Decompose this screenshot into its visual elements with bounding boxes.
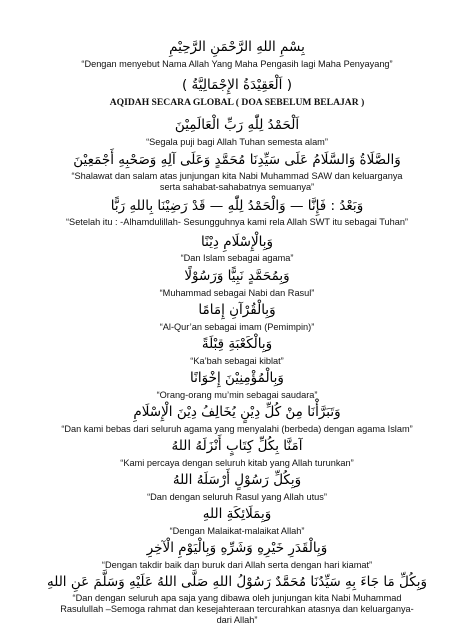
verse-translation: “Dan kami bebas dari seluruh agama yang menyalahi (berbeda) dengan agama Islam” [61,424,413,434]
verse-arabic: وَبِالْقُرْآنِ إِمَامًا [198,302,276,318]
verse-arabic: وَبِالْقَدَرِ خَيْرِهِ وَشَرِّهِ وَبِالْيَوْمِ الْآخِرِ [146,540,328,556]
verse-translation: “Dengan Malaikat-malaikat Allah” [169,526,305,536]
verse-arabic: وَتَبَرَّأْنَا مِنْ كُلِّ دِيْنٍ يُخَالِفُ دِيْنَ الْإِسْلَامِ [133,404,341,420]
verse-translation: “Al-Qur’an sebagai imam (Pemimpin)” [159,322,315,332]
verse-translation: “Shalawat dan salam atas junjungan kita Nabi Muhammad SAW dan keluarganya serta sahabat-sahabatnya semuanya” [71,171,403,192]
verse-arabic: آمَنَّا بِكُلِّ كِتَابٍ أَنْزَلَهُ اللهُ [171,438,303,454]
basmalah-arabic: بِسْمِ اللهِ الرَّحْمَنِ الرَّحِيْمِ [169,39,305,55]
verse-arabic: وَالصَّلَاةُ وَالسَّلَامُ عَلَى سَيِّدِنَا مُحَمَّدٍ وَعَلَى آلِهِ وَصَحْبِهِ أَجْمَعِيْنَ [73,152,401,168]
verse-arabic: وَبِكُلِّ رَسُوْلٍ أَرْسَلَهُ اللهُ [172,472,302,488]
title-latin: AQIDAH SECARA GLOBAL ( DOA SEBELUM BELAJAR ) [109,97,365,108]
verse-translation: “Dan dengan seluruh Rasul yang Allah utus” [147,492,327,502]
verse-arabic: وَبِالْمُؤْمِنِيْنَ إِخْوَانًا [190,370,284,386]
verse-arabic: وَبِالْإِسْلَامِ دِيْنًا [200,234,274,250]
verse-translation: “Ka’bah sebagai kiblat” [190,356,284,366]
verse-arabic: وَبِالْكَعْبَةِ قِبْلَةً [201,336,273,352]
verse-arabic: وَبَعْدُ : فَإِنَّا — وَالْحَمْدُ لِلّٰهِ — قَدْ رَضِيْنَا بِاللهِ رَبًّا [110,198,364,214]
verse-translation: “Orang-orang mu’min sebagai saudara” [156,390,318,400]
verse-translation: “Dan Islam sebagai agama” [180,253,294,263]
verse-translation: “Kami percaya dengan seluruh kitab yang Allah turunkan” [120,458,354,468]
verse-translation: “Setelah itu : -Alhamdulillah- Sesungguhnya kami rela Allah SWT itu sebagai Tuhan” [66,217,408,227]
verse-arabic: وَبِمَلَائِكَةِ اللهِ [202,506,272,522]
verse-arabic: وَبِمُحَمَّدٍ نَبِيًّا وَرَسُوْلًا [184,268,290,284]
verse-arabic: اَلْحَمْدُ لِلّٰهِ رَبِّ الْعَالَمِيْنَ [174,117,300,133]
verse-translation: “Muhammad sebagai Nabi dan Rasul” [159,288,315,298]
verse-translation: “Segala puji bagi Allah Tuhan semesta alam” [146,137,328,147]
verse-translation: “Dengan takdir baik dan buruk dari Allah serta dengan hari kiamat” [101,560,373,570]
verse-arabic: وَبِكُلِّ مَا جَاءَ بِهِ سَيِّدُنَا مُحَمَّدٌ رَسُوْلُ اللهِ صَلَّى اللهُ عَلَيْهِ وَسَلَّمَ عَنِ اللهِ [46,574,428,590]
title-arabic: ( اَلْعَقِيْدَةُ الإِجْمَالِيَّةُ ) [182,77,292,93]
verse-translation: “Dan dengan seluruh apa saja yang dibawa oleh junjungan kita Nabi Muhammad Rasulullah –Semoga rahmat dan kesejahteraan tercurahkan atasnya dan keluarganya-dari Allah” [60,593,414,625]
basmalah-translation: “Dengan menyebut Nama Allah Yang Maha Pengasih lagi Maha Penyayang” [81,59,393,69]
